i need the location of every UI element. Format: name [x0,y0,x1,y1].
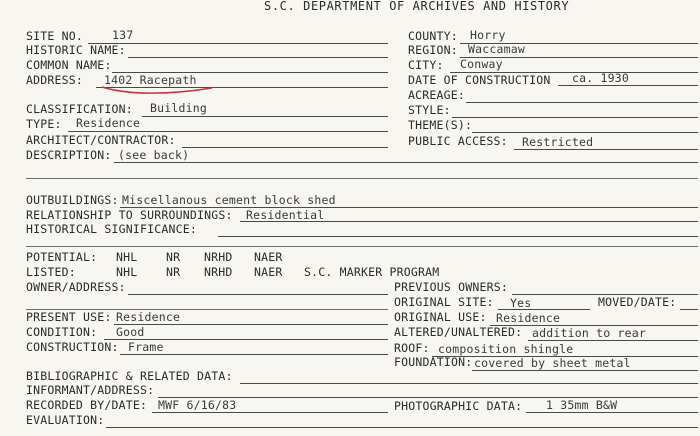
recorded-line [152,412,388,413]
evaluation-line [106,427,698,428]
acreage-label: ACREAGE: [408,88,465,102]
public-access-value: Restricted [522,135,594,149]
county-label: COUNTY: [408,29,458,43]
relationship-label: RELATIONSHIP TO SURROUNDINGS: [26,208,233,222]
moved-date-label: MOVED/DATE: [598,295,677,309]
description-line [114,162,698,163]
potential-naer: NAER [254,250,283,264]
site-no-label: SITE NO. [26,29,83,43]
informant-line [158,397,698,398]
type-line [68,131,388,132]
site-no-line [88,43,388,44]
potential-nrhd: NRHD [204,250,233,264]
marker-program-label: S.C. MARKER PROGRAM [304,265,440,279]
public-access-label: PUBLIC ACCESS: [408,134,508,148]
foundation-value: covered by sheet metal [474,356,631,370]
potential-nr: NR [166,250,181,264]
city-value: Conway [460,57,503,71]
photographic-label: PHOTOGRAPHIC DATA: [394,399,523,413]
classification-line [142,116,388,117]
owner-line [128,294,388,295]
date-value: ca. 1930 [572,71,629,85]
section-rule [26,246,698,247]
date-label: DATE OF CONSTRUCTION [408,73,551,87]
photographic-value: 1 35mm B&W [546,398,618,412]
present-use-label: PRESENT USE: [26,310,112,324]
relationship-line [240,221,698,222]
outbuildings-value: Miscellanous cement block shed [122,193,336,207]
acreage-line [466,102,698,103]
construction-label: CONSTRUCTION: [26,340,119,354]
county-value: Horry [470,28,506,42]
condition-label: CONDITION: [26,325,98,339]
recorded-label: RECORDED BY/DATE: [26,398,148,412]
original-site-line [498,309,590,310]
altered-line [528,340,698,341]
potential-nhl: NHL [116,250,138,264]
red-underline-mark [98,84,218,96]
present-use-value: Residence [116,310,181,324]
bibliographic-label: BIBLIOGRAPHIC & RELATED DATA: [26,369,233,383]
original-use-label: ORIGINAL USE: [394,310,487,324]
potential-label: POTENTIAL: [26,250,98,264]
original-site-value: Yes [510,296,532,310]
altered-label: ALTERED/UNALTERED: [394,325,523,339]
site-no-value: 137 [112,28,134,42]
classification-value: Building [150,101,207,115]
relationship-value: Residential [246,208,325,222]
type-value: Residence [76,116,141,130]
form-title: S.C. DEPARTMENT OF ARCHIVES AND HISTORY [264,0,570,13]
bibliographic-line [240,383,698,384]
address-label: ADDRESS: [26,73,83,87]
type-label: TYPE: [26,117,62,131]
address-value: 1402 Racepath [104,73,197,87]
significance-line [218,236,698,237]
previous-owners-label: PREVIOUS OWNERS: [394,280,508,294]
listed-naer: NAER [254,265,283,279]
classification-label: CLASSIFICATION: [26,102,133,116]
foundation-line [472,370,698,371]
listed-nr: NR [166,265,181,279]
photographic-line [526,412,698,413]
style-label: STYLE: [408,103,451,117]
significance-label: HISTORICAL SIGNIFICANCE: [26,222,197,236]
theme-line [472,132,698,133]
date-line [558,85,698,86]
recorded-value: MWF 6/16/83 [158,398,237,412]
original-site-label: ORIGINAL SITE: [394,295,494,309]
architect-label: ARCHITECT/CONTRACTOR: [26,133,176,147]
evaluation-label: EVALUATION: [26,413,105,427]
outbuildings-label: OUTBUILDINGS: [26,193,119,207]
historic-name-label: HISTORIC NAME: [26,43,126,57]
present-use-line [114,324,388,325]
listed-nrhd: NRHD [204,265,233,279]
listed-nhl: NHL [116,265,138,279]
description-label: DESCRIPTION: [26,148,112,162]
listed-label: LISTED: [26,265,76,279]
original-use-value: Residence [496,311,561,325]
common-name-label: COMMON NAME: [26,58,112,72]
historic-name-line [128,57,388,58]
theme-label: THEME(S): [408,118,473,132]
region-value: Waccamaw [468,42,525,56]
roof-label: ROOF: [394,341,430,355]
public-access-line [514,149,698,150]
condition-value: Good [116,325,145,339]
city-label: CITY: [408,58,444,72]
construction-value: Frame [128,340,164,354]
architect-line [182,147,388,148]
altered-value: addition to rear [532,326,646,340]
moved-date-line [680,309,698,310]
description-value: (see back) [118,148,190,162]
roof-value: composition shingle [438,342,574,356]
owner-label: OWNER/ADDRESS: [26,280,126,294]
blank-line [26,178,698,179]
region-label: REGION: [408,43,458,57]
informant-label: INFORMANT/ADDRESS: [26,383,155,397]
style-line [452,117,698,118]
foundation-label: FOUNDATION: [394,355,473,369]
construction-line [120,354,388,355]
